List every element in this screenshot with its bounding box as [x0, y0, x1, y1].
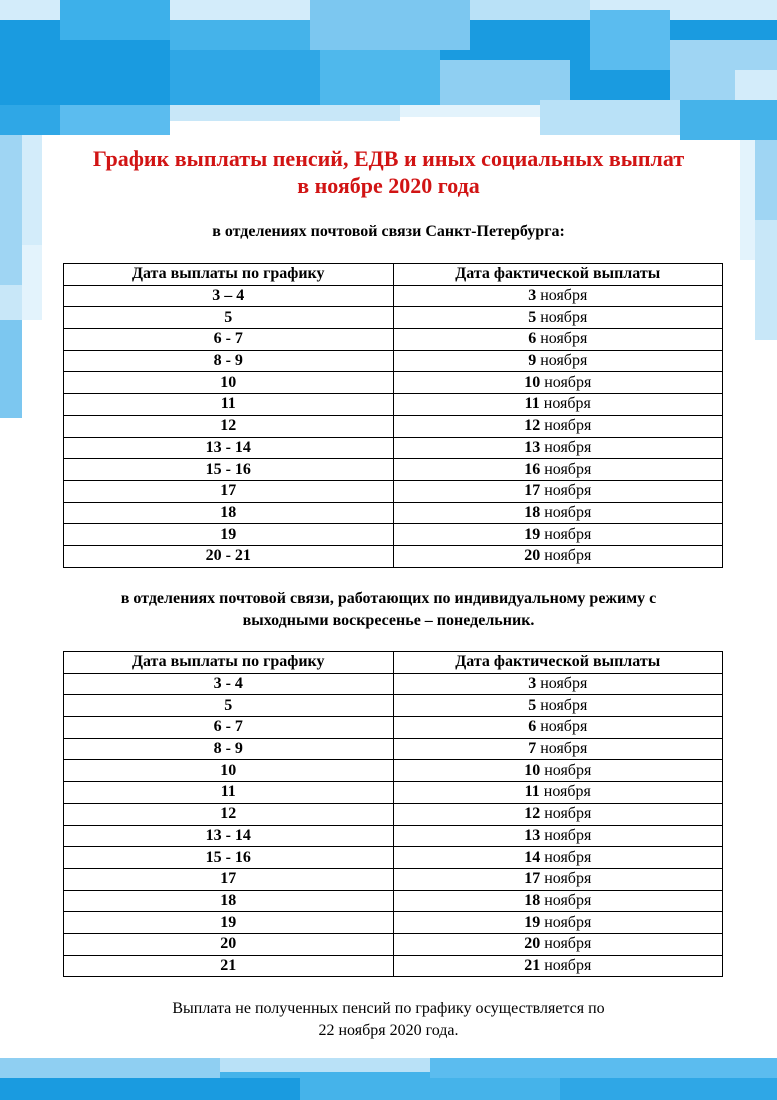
actual-date-cell	[393, 480, 723, 502]
scheduled-date-cell: 8 - 9	[64, 738, 394, 760]
scheduled-date-cell: 6 - 7	[64, 329, 394, 351]
scheduled-date-cell: 3 - 4	[64, 673, 394, 695]
actual-day-number: 5	[528, 696, 537, 714]
scheduled-date-cell: 13 - 14	[64, 437, 394, 459]
actual-day-number: 3	[528, 287, 537, 305]
table-row	[64, 415, 723, 437]
table-row	[64, 803, 723, 825]
month-word: ноября	[544, 373, 592, 391]
actual-day-number: 10	[524, 373, 541, 391]
actual-date-cell	[393, 868, 723, 890]
table-row	[64, 890, 723, 912]
table-row	[64, 350, 723, 372]
scheduled-date-cell: 20 - 21	[64, 545, 394, 567]
actual-date-cell	[393, 717, 723, 739]
actual-day-number: 6	[528, 718, 537, 736]
actual-date-cell	[393, 307, 723, 329]
actual-day-number: 11	[524, 783, 540, 801]
table-row	[64, 760, 723, 782]
scheduled-date-cell: 19	[64, 912, 394, 934]
actual-date-cell	[393, 350, 723, 372]
actual-date-cell	[393, 545, 723, 567]
scheduled-date-cell: 21	[64, 955, 394, 977]
actual-day-number: 17	[524, 870, 541, 888]
actual-date-cell	[393, 459, 723, 481]
actual-date-cell	[393, 760, 723, 782]
section1-heading: в отделениях почтовой связи Санкт-Петербурга:	[212, 223, 565, 240]
table-row	[64, 695, 723, 717]
table-header-row	[64, 264, 723, 286]
scheduled-date-cell: 20	[64, 933, 394, 955]
title-line-2: в ноябре 2020 года	[297, 173, 480, 198]
month-word: ноября	[544, 438, 592, 456]
month-word: ноября	[540, 718, 588, 736]
actual-day-number: 17	[524, 482, 541, 500]
month-word: ноября	[544, 913, 592, 931]
actual-day-number: 9	[528, 352, 537, 370]
month-word: ноября	[540, 308, 588, 326]
actual-date-cell	[393, 285, 723, 307]
month-word: ноября	[540, 287, 588, 305]
table-row	[64, 825, 723, 847]
actual-date-cell	[393, 394, 723, 416]
actual-date-cell	[393, 803, 723, 825]
month-word: ноября	[544, 848, 592, 866]
actual-day-number: 21	[524, 956, 541, 974]
scheduled-date-cell: 18	[64, 502, 394, 524]
actual-date-cell	[393, 955, 723, 977]
footer-note	[0, 998, 777, 1042]
actual-date-cell	[393, 372, 723, 394]
actual-date-cell	[393, 329, 723, 351]
scheduled-date-cell: 12	[64, 415, 394, 437]
section1-schedule-table	[63, 263, 723, 568]
actual-day-number: 6	[528, 330, 537, 348]
table-row	[64, 673, 723, 695]
scheduled-date-cell: 17	[64, 868, 394, 890]
table-row	[64, 912, 723, 934]
actual-date-cell	[393, 502, 723, 524]
actual-date-cell	[393, 415, 723, 437]
scheduled-date-cell: 19	[64, 524, 394, 546]
actual-day-number: 7	[528, 740, 537, 758]
table-row	[64, 955, 723, 977]
scheduled-date-cell: 11	[64, 394, 394, 416]
actual-date-cell	[393, 437, 723, 459]
table-row	[64, 738, 723, 760]
month-word: ноября	[543, 783, 591, 801]
footer-line-2: 22 ноября 2020 года.	[318, 1022, 459, 1039]
scheduled-date-cell: 3 – 4	[64, 285, 394, 307]
month-word: ноября	[540, 696, 588, 714]
scheduled-date-cell: 15 - 16	[64, 847, 394, 869]
table-row	[64, 329, 723, 351]
actual-day-number: 19	[524, 913, 541, 931]
month-word: ноября	[544, 547, 592, 565]
table-header-row	[64, 652, 723, 674]
table-row	[64, 459, 723, 481]
scheduled-date-cell: 18	[64, 890, 394, 912]
table-row	[64, 480, 723, 502]
scheduled-date-cell: 15 - 16	[64, 459, 394, 481]
scheduled-date-cell: 6 - 7	[64, 717, 394, 739]
section2-schedule-table	[63, 651, 723, 977]
section2-heading-line-2: выходными воскресенье – понедельник.	[242, 612, 535, 629]
scheduled-date-cell: 5	[64, 695, 394, 717]
actual-date-cell	[393, 695, 723, 717]
actual-day-number: 14	[524, 848, 541, 866]
table-row	[64, 394, 723, 416]
actual-day-number: 12	[524, 805, 541, 823]
table-row	[64, 502, 723, 524]
column-header-scheduled: Дата выплаты по графику	[64, 652, 394, 674]
month-word: ноября	[544, 805, 592, 823]
table-row	[64, 847, 723, 869]
actual-date-cell	[393, 825, 723, 847]
table-row	[64, 372, 723, 394]
table-row	[64, 545, 723, 567]
table-row	[64, 524, 723, 546]
title-line-1: График выплаты пенсий, ЕДВ и иных социальных выплат	[92, 146, 685, 171]
actual-day-number: 11	[524, 395, 540, 413]
section2-heading-line-1: в отделениях почтовой связи, работающих по индивидуальному режиму с	[120, 590, 657, 607]
actual-day-number: 19	[524, 525, 541, 543]
table-row	[64, 717, 723, 739]
month-word: ноября	[543, 395, 591, 413]
table-row	[64, 307, 723, 329]
month-word: ноября	[540, 740, 588, 758]
month-word: ноября	[544, 891, 592, 909]
month-word: ноября	[544, 460, 592, 478]
scheduled-date-cell: 17	[64, 480, 394, 502]
actual-day-number: 18	[524, 891, 541, 909]
month-word: ноября	[544, 870, 592, 888]
scheduled-date-cell: 5	[64, 307, 394, 329]
actual-day-number: 5	[528, 308, 537, 326]
month-word: ноября	[540, 352, 588, 370]
column-header-scheduled: Дата выплаты по графику	[64, 264, 394, 286]
table-row	[64, 782, 723, 804]
actual-day-number: 20	[524, 547, 541, 565]
footer-line-1: Выплата не полученных пенсий по графику осуществляется по	[172, 1000, 605, 1017]
actual-date-cell	[393, 847, 723, 869]
month-word: ноября	[544, 826, 592, 844]
month-word: ноября	[544, 503, 592, 521]
actual-day-number: 13	[524, 826, 541, 844]
actual-day-number: 12	[524, 417, 541, 435]
actual-date-cell	[393, 782, 723, 804]
actual-day-number: 16	[524, 460, 541, 478]
scheduled-date-cell: 8 - 9	[64, 350, 394, 372]
actual-day-number: 20	[524, 935, 541, 953]
actual-date-cell	[393, 524, 723, 546]
actual-date-cell	[393, 912, 723, 934]
scheduled-date-cell: 12	[64, 803, 394, 825]
actual-date-cell	[393, 933, 723, 955]
table-row	[64, 437, 723, 459]
scheduled-date-cell: 11	[64, 782, 394, 804]
actual-day-number: 10	[524, 761, 541, 779]
month-word: ноября	[544, 525, 592, 543]
actual-date-cell	[393, 738, 723, 760]
table-row	[64, 933, 723, 955]
month-word: ноября	[544, 417, 592, 435]
scheduled-date-cell: 10	[64, 760, 394, 782]
page-title	[0, 145, 777, 199]
actual-day-number: 3	[528, 675, 537, 693]
column-header-actual: Дата фактической выплаты	[393, 264, 723, 286]
column-header-actual: Дата фактической выплаты	[393, 652, 723, 674]
scheduled-date-cell: 10	[64, 372, 394, 394]
actual-date-cell	[393, 673, 723, 695]
scheduled-date-cell: 13 - 14	[64, 825, 394, 847]
section2-heading	[0, 588, 777, 632]
month-word: ноября	[544, 935, 592, 953]
actual-date-cell	[393, 890, 723, 912]
actual-day-number: 18	[524, 503, 541, 521]
month-word: ноября	[540, 330, 588, 348]
month-word: ноября	[544, 956, 592, 974]
table-row	[64, 868, 723, 890]
month-word: ноября	[544, 482, 592, 500]
table-row	[64, 285, 723, 307]
actual-day-number: 13	[524, 438, 541, 456]
month-word: ноября	[544, 761, 592, 779]
month-word: ноября	[540, 675, 588, 693]
